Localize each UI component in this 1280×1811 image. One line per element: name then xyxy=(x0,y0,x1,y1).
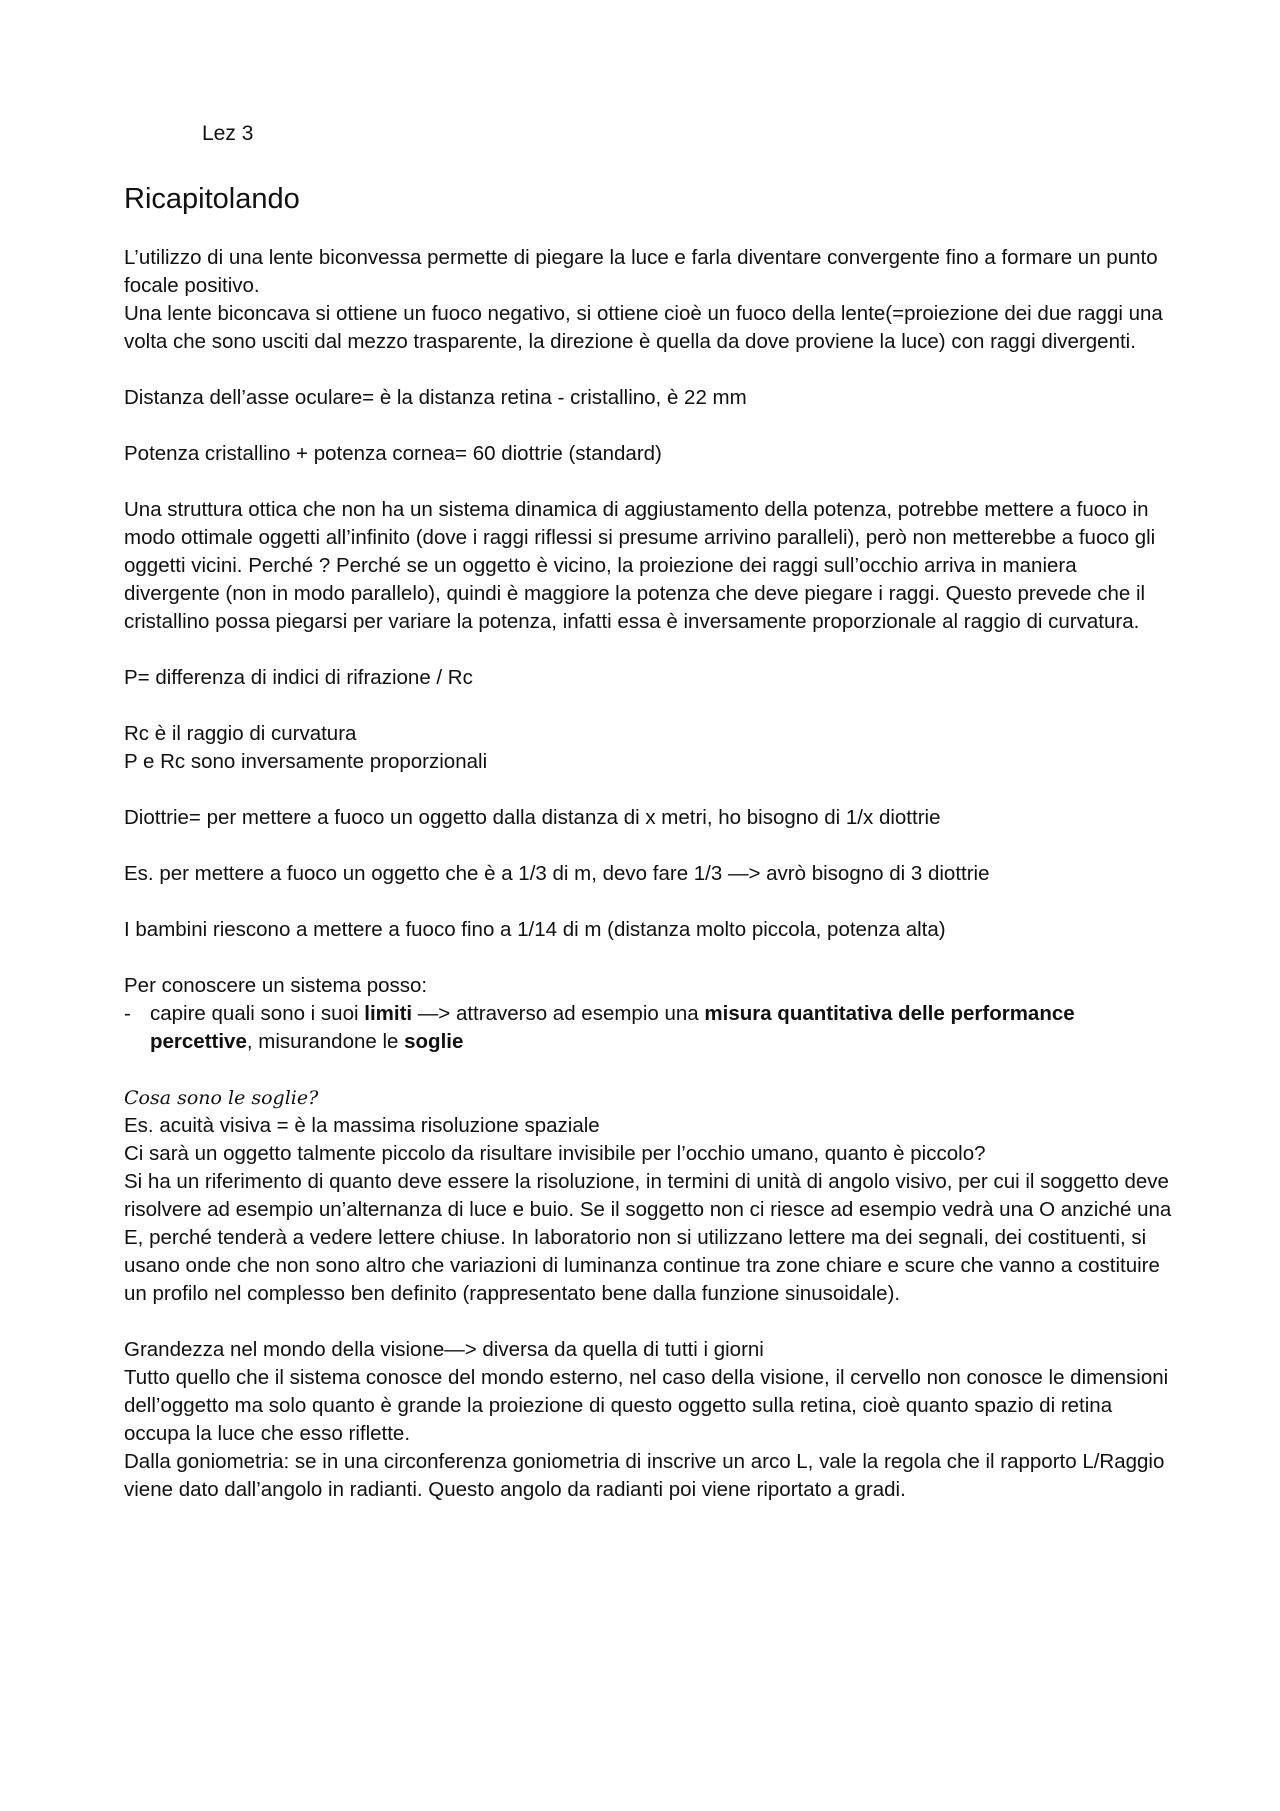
bullet-text-1: capire quali sono i suoi xyxy=(150,1002,365,1025)
bullet-item xyxy=(124,1000,1174,1056)
soglie-riferimento: Si ha un riferimento di quanto deve essere la risoluzione, in termini di unità di angolo visivo, per cui il soggetto deve risolvere ad esempio un’alternanza di luce e buio. Se il soggetto non ci riesce ad esempio vedrà una O anziché una E, perché tenderà a vedere lettere chiuse. In laboratorio non si utilizzano lettere ma dei segnali, dei costituenti, si usano onde che non sono altro che variazioni di luminanza continue tra zone chiare e scure che vanno a costituire un profilo nel complesso ben definito (rappresentato bene dalla funzione sinusoidale). xyxy=(124,1170,1172,1305)
paragraph-bambini: I bambini riescono a mettere a fuoco fino a 1/14 di m (distanza molto piccola, potenza alta) xyxy=(124,918,946,941)
paragraph-potenza: Potenza cristallino + potenza cornea= 60 diottrie (standard) xyxy=(124,442,662,465)
soglie-acuita: Es. acuità visiva = è la massima risoluzione spaziale xyxy=(124,1114,600,1137)
grandezza-goniometria: Dalla goniometria: se in una circonferenza goniometria di inscrive un arco L, vale la regola che il rapporto L/Raggio viene dato dall’angolo in radianti. Questo angolo da radianti poi viene riportato a gradi. xyxy=(124,1450,1165,1501)
bullet-dash: - xyxy=(124,1002,131,1025)
paragraph-lente-biconvessa: L’utilizzo di una lente biconvessa permette di piegare la luce e farla diventare convergente fino a formare un punto focale positivo. xyxy=(124,246,1158,297)
paragraph-proporzionali: P e Rc sono inversamente proporzionali xyxy=(124,750,488,773)
soglie-oggetto: Ci sarà un oggetto talmente piccolo da risultare invisibile per l’occhio umano, quanto è piccolo? xyxy=(124,1142,986,1165)
paragraph-esempio: Es. per mettere a fuoco un oggetto che è a 1/3 di m, devo fare 1/3 —> avrò bisogno di 3 diottrie xyxy=(124,862,990,885)
paragraph-rc: Rc è il raggio di curvatura xyxy=(124,722,357,745)
bullet-text xyxy=(150,1000,1174,1056)
grandezza-heading: Grandezza nel mondo della visione—> diversa da quella di tutti i giorni xyxy=(124,1338,764,1361)
bullet-bold-limiti: limiti xyxy=(364,1002,413,1025)
bullet-bold-soglie: soglie xyxy=(404,1030,464,1053)
document-body xyxy=(124,244,1174,1532)
paragraph-conoscere: Per conoscere un sistema posso: xyxy=(124,974,428,997)
paragraph-formula: P= differenza di indici di rifrazione / Rc xyxy=(124,666,473,689)
bullet-text-2: —> attraverso ad esempio una xyxy=(412,1002,705,1025)
soglie-question: Cosa sono le soglie? xyxy=(124,1087,319,1109)
section-title: Ricapitolando xyxy=(124,183,300,215)
paragraph-lente-biconcava: Una lente biconcava si ottiene un fuoco negativo, si ottiene cioè un fuoco della lente(=proiezione dei due raggi una volta che sono usciti dal mezzo trasparente, la direzione è quella da dove proviene la luce) con raggi divergenti. xyxy=(124,302,1163,353)
bullet-bold-misura: misura quantitativa delle performance percettive xyxy=(150,1002,1075,1053)
lesson-label: Lez 3 xyxy=(202,122,254,145)
grandezza-sistema: Tutto quello che il sistema conosce del mondo esterno, nel caso della visione, il cervello non conosce le dimensioni dell’oggetto ma solo quanto è grande la proiezione di questo oggetto sulla retina, cioè quanto spazio di retina occupa la luce che esso riflette. xyxy=(124,1366,1169,1445)
paragraph-diottrie: Diottrie= per mettere a fuoco un oggetto dalla distanza di x metri, ho bisogno di 1/x diottrie xyxy=(124,806,941,829)
paragraph-struttura-ottica: Una struttura ottica che non ha un sistema dinamica di aggiustamento della potenza, potrebbe mettere a fuoco in modo ottimale oggetti all’infinito (dove i raggi riflessi si presume arrivino paralleli), però non metterebbe a fuoco gli oggetti vicini. Perché ? Perché se un oggetto è vicino, la proiezione dei raggi sull’occhio arriva in maniera divergente (non in modo parallelo), quindi è maggiore la potenza che deve piegare i raggi. Questo prevede che il cristallino possa piegarsi per variare la potenza, infatti essa è inversamente proporzionale al raggio di curvatura. xyxy=(124,498,1156,633)
bullet-text-3: , misurandone le xyxy=(246,1030,405,1053)
paragraph-asse-oculare: Distanza dell’asse oculare= è la distanza retina - cristallino, è 22 mm xyxy=(124,386,747,409)
